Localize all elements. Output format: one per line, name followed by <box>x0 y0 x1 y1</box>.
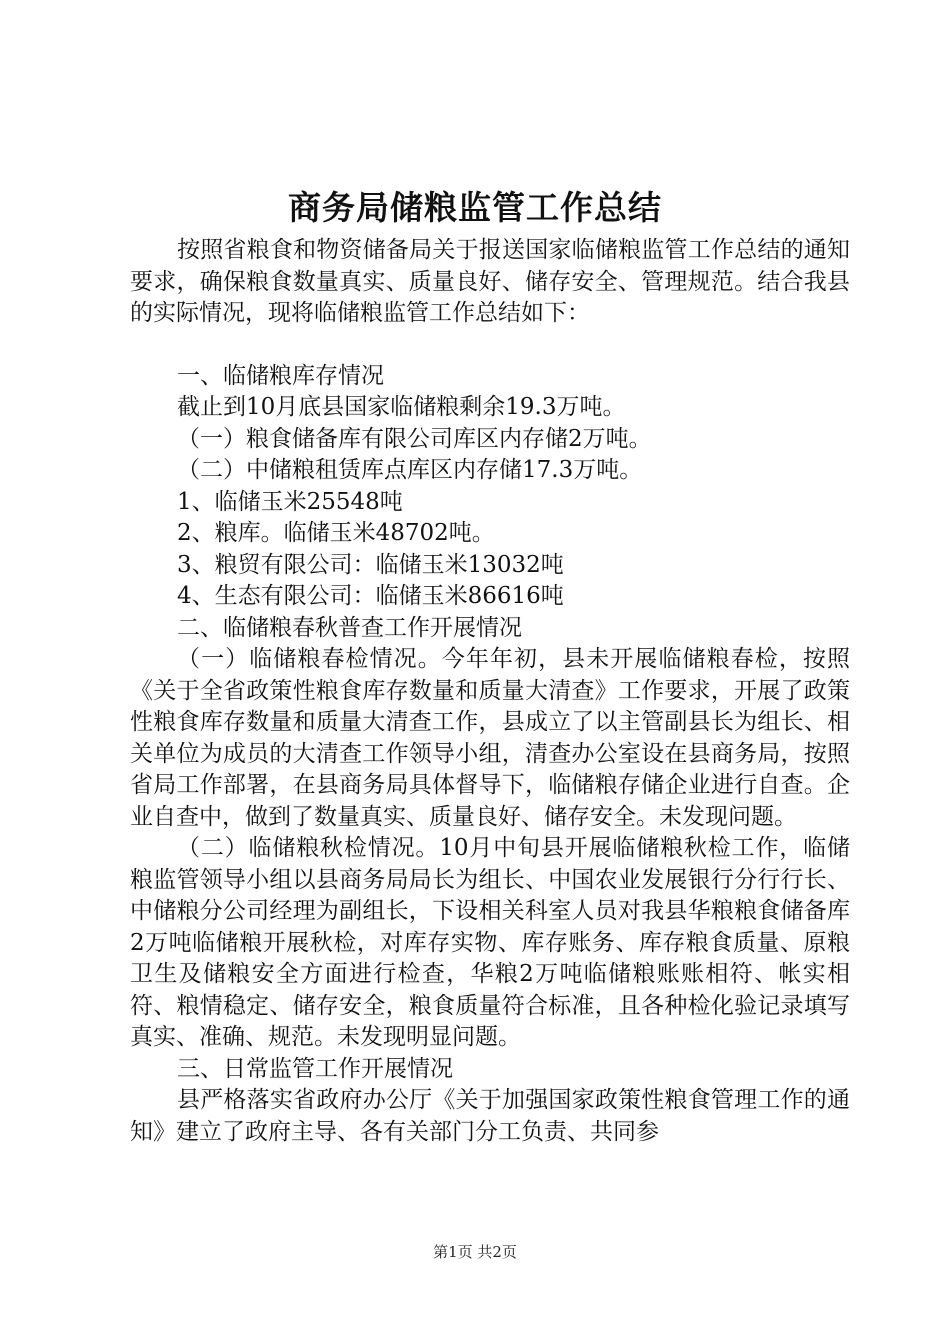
section-heading: 三、日常监管工作开展情况 <box>177 1055 453 1082</box>
stock-line: 2、粮库。临储玉米48702吨。 <box>177 520 495 546</box>
section-heading: 二、临储粮春秋普查工作开展情况 <box>177 614 522 641</box>
document-body <box>130 235 850 1148</box>
section-heading: 一、临储粮库存情况 <box>177 362 384 389</box>
stock-line: 1、临储玉米25548吨 <box>177 488 403 515</box>
stock-line: 3、粮贸有限公司：临储玉米13032吨 <box>177 551 564 578</box>
body-paragraph: 县严格落实省政府办公厅《关于加强国家政策性粮食管理工作的通知》建立了政府主导、各有关部门分工负责、共同参 <box>130 1087 850 1145</box>
paragraph-gap <box>130 330 850 361</box>
stock-line: 截止到10月底县国家临储粮剩余19.3万吨。 <box>177 394 626 420</box>
stock-line: 4、生态有限公司：临储玉米86616吨 <box>177 583 564 609</box>
stock-line: （二）中储粮租赁库点库区内存储17.3万吨。 <box>177 457 643 483</box>
intro-paragraph: 按照省粮食和物资储备局关于报送国家临储粮监管工作总结的通知要求，确保粮食数量真实、质量良好、储存安全、管理规范。结合我县的实际情况，现将临储粮监管工作总结如下： <box>130 237 850 326</box>
body-paragraph: （一）临储粮春检情况。今年年初，县未开展临储粮春检，按照《关于全省政策性粮食库存数量和质量大清查》工作要求，开展了政策性粮食库存数量和质量大清查工作，县成立了以主管副县长为组长、相关单位为成员的大清查工作领导小组，清查办公室设在县商务局，按照省局工作部署，在县商务局具体督导下，临储粮存储企业进行自查。企业自查中，做到了数量真实、质量良好、储存安全。未发现问题。 <box>130 646 850 830</box>
page-footer: 第1页 共2页 <box>433 1243 517 1261</box>
document-title: 商务局储粮监管工作总结 <box>288 188 662 227</box>
stock-line: （一）粮食储备库有限公司库区内存储2万吨。 <box>177 425 652 452</box>
body-paragraph: （二）临储粮秋检情况。10月中旬县开展临储粮秋检工作，临储粮监管领导小组以县商务局局长为组长、中国农业发展银行分行行长、中储粮分公司经理为副组长，下设相关科室人员对我县华粮粮食储备库2万吨临储粮开展秋检，对库存实物、库存账务、库存粮食质量、原粮卫生及储粮安全方面进行检查，华粮2万吨临储粮账账相符、帐实相符、粮情稳定、储存安全，粮食质量符合标准，且各种检化验记录填写真实、准确、规范。未发现明显问题。 <box>130 835 850 1050</box>
